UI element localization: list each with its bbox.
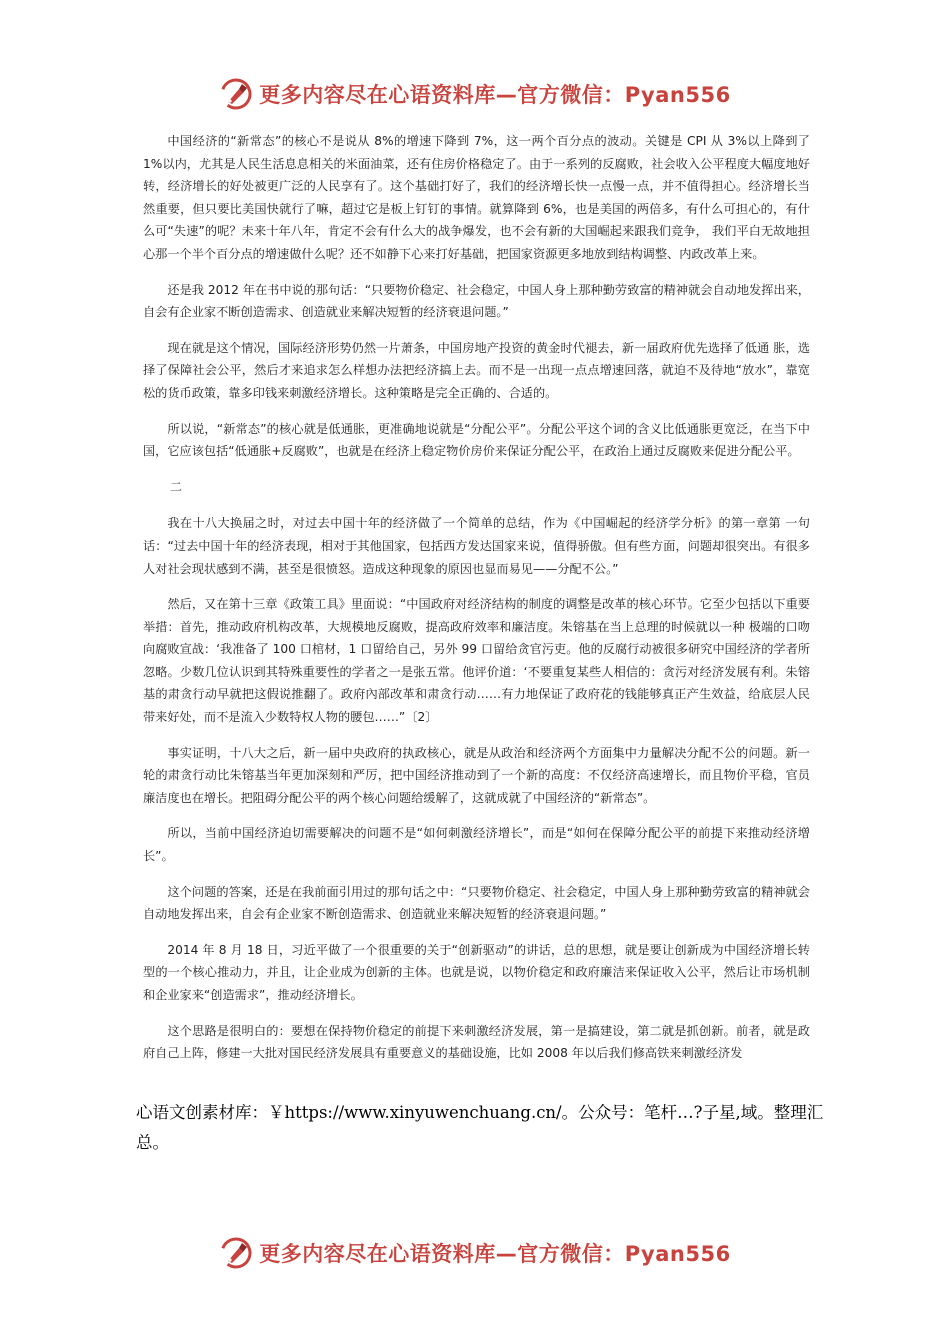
paragraph: 所以说，“新常态”的核心就是低通胀，更准确地说就是“分配公平”。分配公平这个词的含义比低通胀更宽泛，在当下中国，它应该包括“低通胀+反腐败”，也就是在经济上稳定物价房价来保证分配公平，在政治上通过反腐败来促进分配公平。 (143, 421, 810, 459)
fountain-pen-logo-icon (219, 77, 253, 111)
paragraph: 这个思路是很明白的：要想在保持物价稳定的前提下来刺激经济发展，第一是搞建设，第二就是抓创新。前者，就是政府自己上阵，修建一大批对国民经济发展具有重要意义的基础设施，比如 2008 年以后我们修高铁来刺激经济发 (143, 1023, 810, 1061)
section-number-heading: 二 (169, 479, 183, 494)
paragraph: 2014 年 8 月 18 日，习近平做了一个很重要的关于“创新驱动”的讲话，总的思想，就是要让创新成为中国经济增长转型的一个核心推动力，并且，让企业成为创新的主体。也就是说，以物价稳定和政府廉洁来保证收入公平，然后让市场机制和企业家来“创造需求”，推动经济增长。 (143, 942, 810, 1002)
paragraph: 所以，当前中国经济迫切需要解决的问题不是“如何刺激经济增长”，而是“如何在保障分配公平的前提下来推动经济增长”。 (143, 826, 810, 864)
article-body (143, 130, 810, 1065)
bottom-banner (0, 1233, 950, 1273)
paragraph: 我在十八大换届之时，对过去中国十年的经济做了一个简单的总结，作为《中国崛起的经济学分析》的第一章第 一句话：“过去中国十年的经济表现，相对于其他国家，包括西方发达国家来说，值得骄傲。但有些方面，问题却很突出。有很多人对社会现状感到不满，甚至是很愤怒。造成这种现象的原因也显而易见——分配不公。” (143, 516, 810, 576)
fountain-pen-logo-icon (219, 1236, 253, 1270)
banner-text: 更多内容尽在心语资料库—官方微信：Pyan556 (259, 83, 731, 107)
paragraph: 然后，又在第十三章《政策工具》里面说：“中国政府对经济结构的制度的调整是改革的核心环节。它至少包括以下重要举措：首先，推动政府机构改革，大规模地反腐败，提高政府效率和廉洁度。朱镕基在当上总理的时候就以一种 极端的口吻向腐败宣战：‘我准备了 100 口棺材，1 口留给自己，另外 99 口留给贪官污吏。他的反腐行动被很多研究中国经济的学者所忽略。少数几位认识到其特殊重要性的学者之一是张五常。他评价道：‘不要重复某些人相信的：贪污对经济发展有利。朱镕基的肃贪行动早就把这假说推翻了。政府內部改革和肃贪行动……有力地保证了政府花的钱能够真正产生效益，给底层人民带来好处，而不是流入少数特权人物的腰包……”〔2〕 (143, 597, 810, 725)
paragraph: 这个问题的答案，还是在我前面引用过的那句话之中：“只要物价稳定、社会稳定，中国人身上那种勤劳致富的精神就会自动地发挥出来，自会有企业家不断创造需求、创造就业来解决短暂的经济衰退问题。” (143, 884, 810, 922)
source-credit-note: 心语文创素材库：￥https://www.xinyuwenchuang.cn/。公众号：笔杆…?子星,域。整理汇总。 (136, 1103, 824, 1152)
paragraph: 还是我 2012 年在书中说的那句话：“只要物价稳定、社会稳定，中国人身上那种勤劳致富的精神就会自动地发挥出来，自会有企业家不断创造需求、创造就业来解决短暂的经济衰退问题。” (143, 282, 810, 320)
paragraph: 中国经济的“新常态”的核心不是说从 8%的增速下降到 7%，这一两个百分点的波动。关键是 CPI 从 3%以上降到了 1%以内，尤其是人民生活息息相关的米面油菜，还有住房价格稳定了。由于一系列的反腐败，社会收入公平程度大幅度地好转，经济增长的好处被更广泛的人民享有了。这个基础打好了，我们的经济增长快一点慢一点，并不值得担心。经济增长当然重要，但只要比美国快就行了嘛，超过它是板上钉钉的事情。就算降到 6%，也是美国的两倍多，有什么可担心的，有什么可“失速”的呢？未来十年八年，肯定不会有什么大的战争爆发，也不会有新的大国崛起来跟我们竞争， 我们平白无故地担心那一个半个百分点的增速做什么呢？还不如静下心来打好基础，把国家资源更多地放到结构调整、内政改革上来。 (143, 134, 810, 261)
top-banner (0, 74, 950, 114)
banner-text: 更多内容尽在心语资料库—官方微信：Pyan556 (259, 1242, 731, 1266)
paragraph: 事实证明，十八大之后，新一届中央政府的执政核心，就是从政治和经济两个方面集中力量解决分配不公的问题。新一轮的肃贪行动比朱镕基当年更加深刻和严厉，把中国经济推动到了一个新的高度：不仅经济高速增长，而且物价平稳，官员廉洁度也在增长。把阻碍分配公平的两个核心问题给缓解了，这就成就了中国经济的“新常态”。 (143, 745, 810, 805)
paragraph: 现在就是这个情况，国际经济形势仍然一片萧条，中国房地产投资的黄金时代褪去，新一届政府优先选择了低通 胀，选择了保障社会公平，然后才来追求怎么样想办法把经济搞上去。而不是一出现一点点增速回落，就迫不及待地“放水”，靠宽松的货币政策，靠多印钱来刺激经济增长。这种策略是完全正确的、合适的。 (143, 340, 810, 400)
